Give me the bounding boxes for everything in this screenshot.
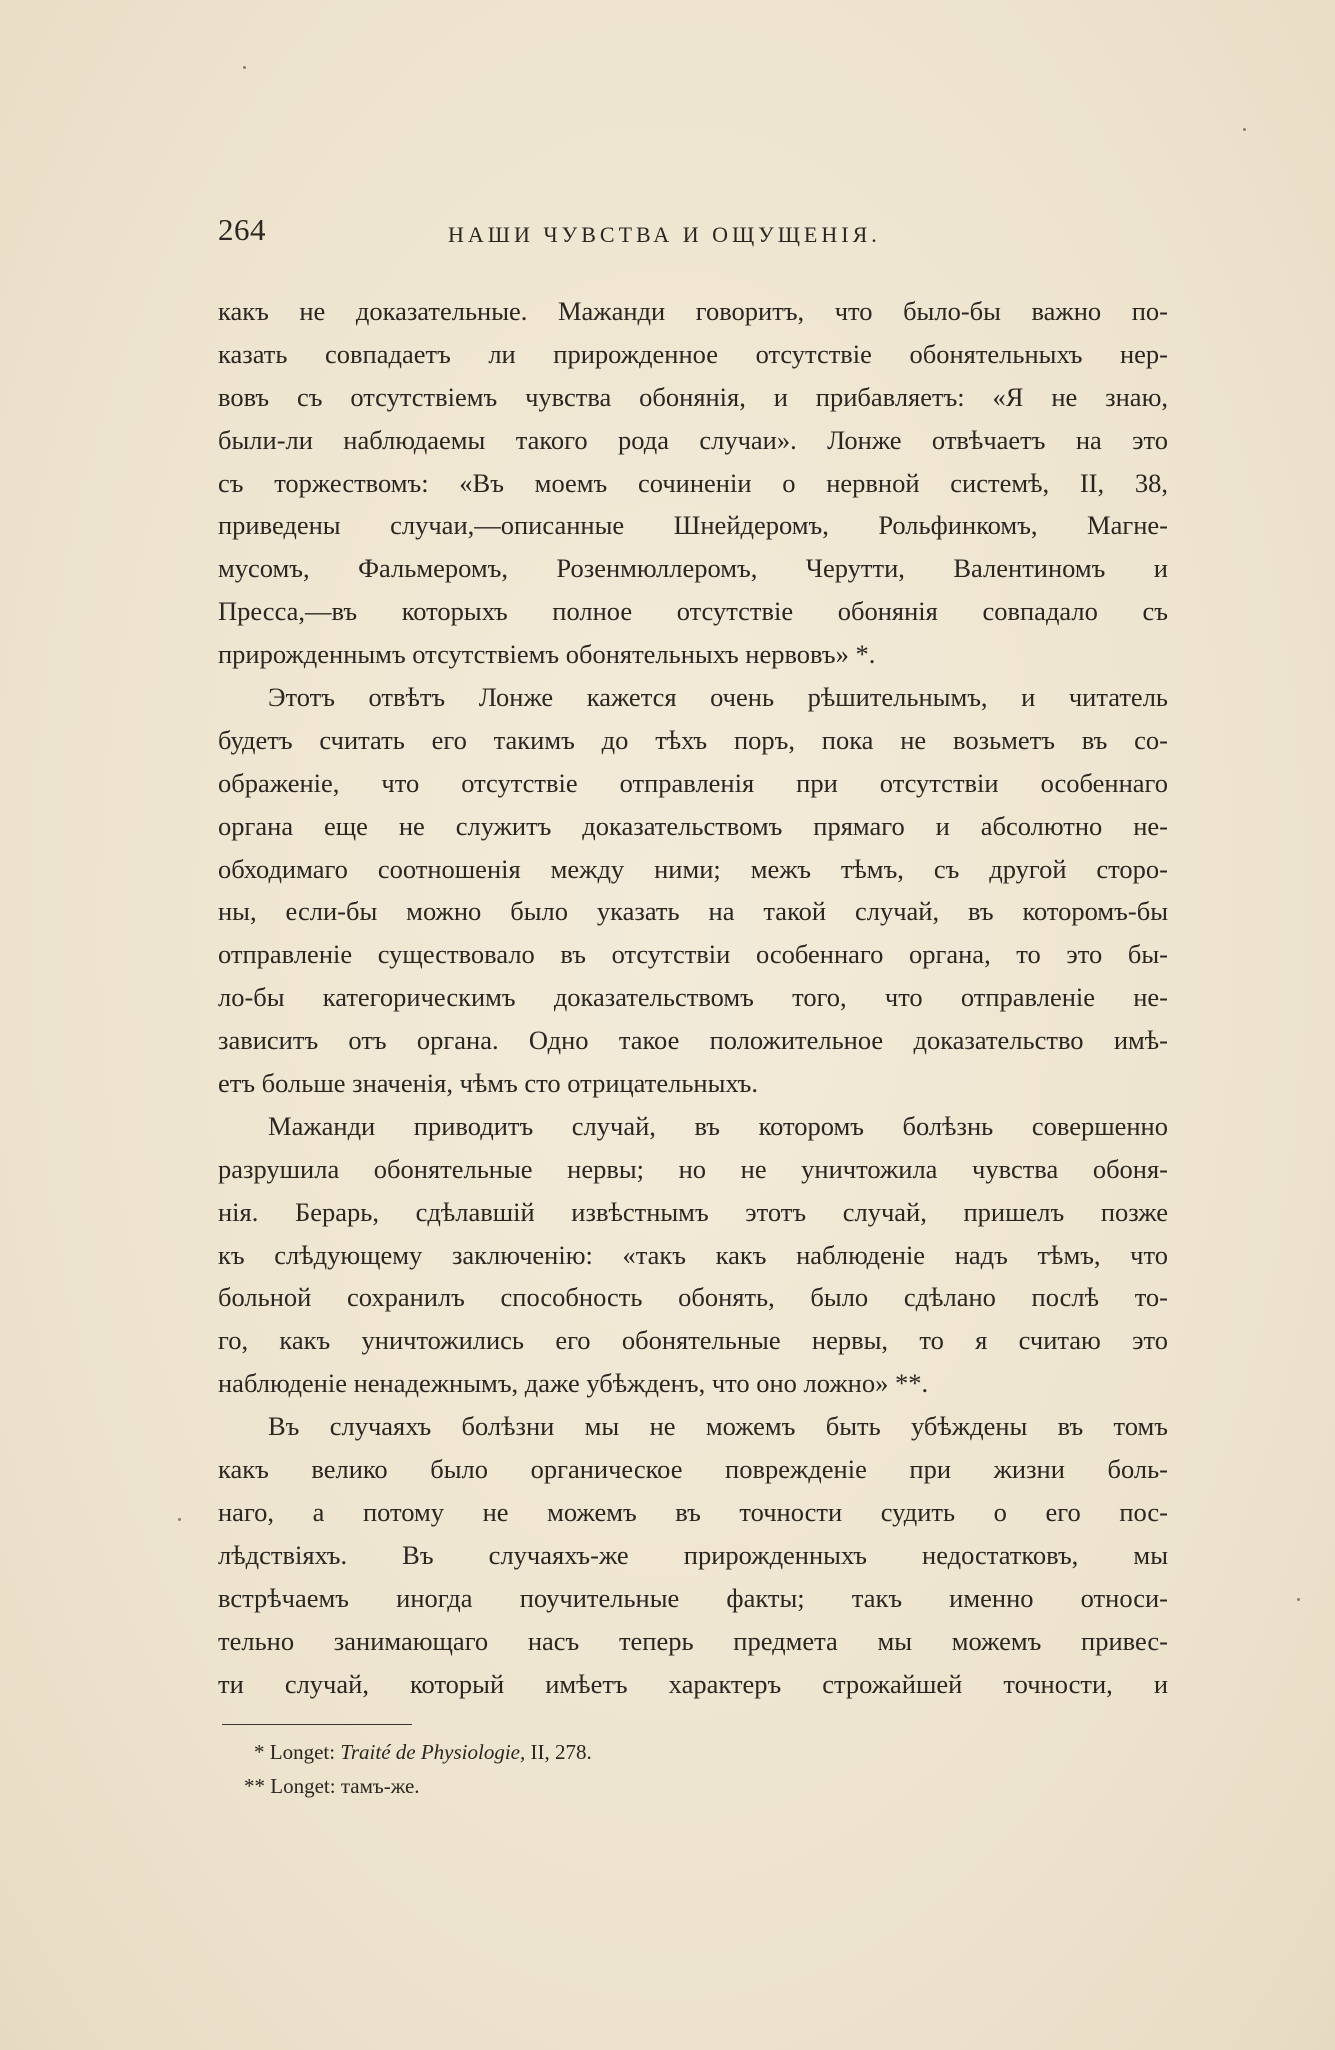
- text-line: какъ велико было органическое поврежденіе при жизни боль-: [218, 1454, 1168, 1485]
- text-line: Въ случаяхъ болѣзни мы не можемъ быть убѣждены въ томъ: [268, 1411, 1168, 1442]
- footnotes: [218, 1735, 1168, 1803]
- text-line: Мажанди приводитъ случай, въ которомъ болѣзнь совершенно: [268, 1110, 1168, 1141]
- text-line: какъ не доказательные. Мажанди говоритъ, что было-бы важно по-: [218, 296, 1168, 326]
- paper-speck: [243, 66, 246, 69]
- footnote-1: [218, 1735, 1168, 1769]
- footnote-marker: **: [244, 1774, 265, 1798]
- text-line: къ слѣдующему заключенію: «такъ какъ наблюденіе надъ тѣмъ, что: [218, 1239, 1168, 1270]
- text-line: тельно занимающаго насъ теперь предмета мы можемъ привес-: [218, 1625, 1168, 1656]
- text-line: встрѣчаемъ иногда поучительные факты; такъ именно относи-: [218, 1582, 1168, 1613]
- footnote-divider: [222, 1724, 412, 1725]
- page-header: [218, 212, 1168, 252]
- text-line: больной сохранилъ способность обонять, было сдѣлано послѣ то-: [218, 1282, 1168, 1313]
- text-line: наблюденіе ненадежнымъ, даже убѣжденъ, что оно ложно» **.: [218, 1368, 929, 1399]
- running-title: НАШИ ЧУВСТВА И ОЩУЩЕНІЯ.: [448, 222, 881, 247]
- text-line: прирожденнымъ отсутствіемъ обонятельныхъ нервовъ» *.: [218, 639, 876, 670]
- text-line: обходимаго соотношенія между ними; межъ тѣмъ, съ другой сторо-: [218, 853, 1168, 884]
- footnote-title: Traité de Physiologie,: [340, 1740, 526, 1764]
- text-line: разрушила обонятельные нервы; но не уничтожила чувства обоня-: [218, 1153, 1168, 1184]
- text-line: ны, если-бы можно было указать на такой случай, въ которомъ-бы: [218, 896, 1168, 927]
- paper-speck: [1297, 1598, 1300, 1601]
- text-line: вовъ съ отсутствіемъ чувства обонянія, и прибавляетъ: «Я не знаю,: [218, 381, 1168, 412]
- text-line: го, какъ уничтожились его обонятельные нервы, то я считаю это: [218, 1325, 1168, 1356]
- footnote-author: Longet:: [270, 1774, 336, 1798]
- page-number: 264: [218, 212, 266, 247]
- text-line: лѣдствіяхъ. Въ случаяхъ-же прирожденныхъ недостатковъ, мы: [218, 1539, 1168, 1570]
- footnote-marker: *: [254, 1740, 265, 1764]
- text-line: были-ли наблюдаемы такого рода случаи». Лонже отвѣчаетъ на это: [218, 424, 1168, 455]
- text-line: Пресса,—въ которыхъ полное отсутствіе обонянія совпадало съ: [218, 596, 1168, 627]
- text-line: казать совпадаетъ ли прирожденное отсутствіе обонятельныхъ нер-: [218, 338, 1168, 369]
- text-line: приведены случаи,—описанные Шнейдеромъ, Рольфинкомъ, Магне-: [218, 510, 1168, 541]
- text-line: етъ больше значенія, чѣмъ сто отрицательныхъ.: [218, 1068, 758, 1099]
- paper-speck: [178, 1518, 181, 1521]
- text-line: Этотъ отвѣтъ Лонже кажется очень рѣшительнымъ, и читатель: [268, 682, 1168, 713]
- text-line: будетъ считать его такимъ до тѣхъ поръ, пока не возьметъ въ со-: [218, 724, 1168, 755]
- text-line: наго, а потому не можемъ въ точности судить о его пос-: [218, 1496, 1168, 1527]
- footnote-author: Longet:: [269, 1740, 336, 1764]
- text-line: ти случай, который имѣетъ характеръ строжайшей точности, и: [218, 1668, 1168, 1699]
- text-line: зависитъ отъ органа. Одно такое положительное доказательство имѣ-: [218, 1025, 1168, 1056]
- text-line: нія. Берарь, сдѣлавшій извѣстнымъ этотъ случай, пришелъ позже: [218, 1196, 1168, 1227]
- footnote-2: [218, 1769, 1168, 1803]
- paper-speck: [1243, 128, 1246, 131]
- text-line: органа еще не служитъ доказательствомъ прямаго и абсолютно не-: [218, 810, 1168, 841]
- text-line: ло-бы категорическимъ доказательствомъ того, что отправленіе не-: [218, 982, 1168, 1013]
- text-line: отправленіе существовало въ отсутствіи особеннаго органа, то это бы-: [218, 939, 1168, 970]
- body-text: [218, 290, 1168, 1705]
- text-line: съ торжествомъ: «Въ моемъ сочиненіи о нервной системѣ, II, 38,: [218, 467, 1168, 498]
- footnote-reference: тамъ-же.: [340, 1774, 420, 1798]
- text-line: ображеніе, что отсутствіе отправленія при отсутствіи особеннаго: [218, 767, 1168, 798]
- footnote-reference: II, 278.: [530, 1740, 592, 1764]
- text-line: мусомъ, Фальмеромъ, Розенмюллеромъ, Черутти, Валентиномъ и: [218, 553, 1168, 584]
